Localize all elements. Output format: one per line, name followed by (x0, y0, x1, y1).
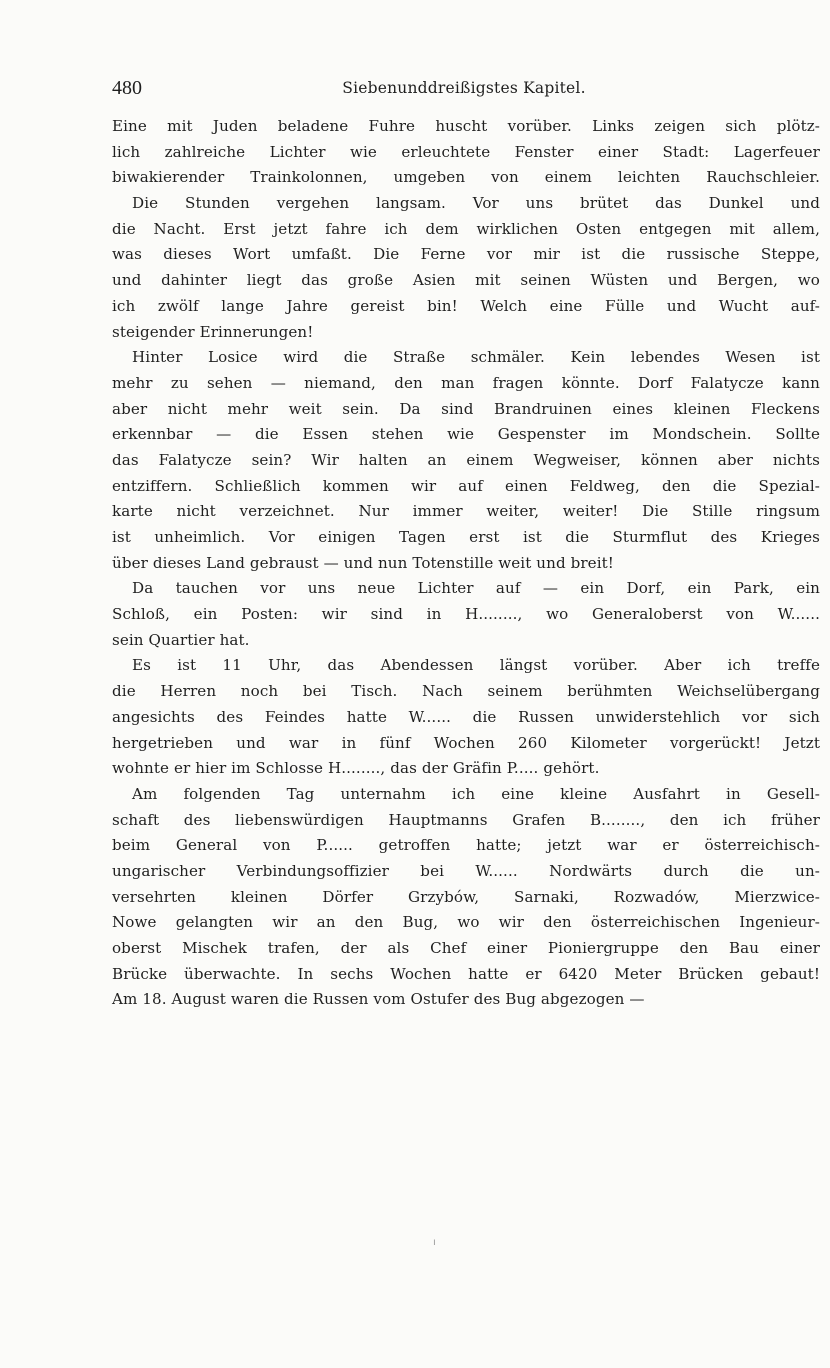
text-line: das Falatycze sein? Wir halten an einem Wegweiser, können aber nichts (112, 450, 820, 469)
text-line: biwakierender Trainkolonnen, umgeben von einem leichten Rauchschleier. (112, 168, 820, 187)
text-line: die Nacht. Erst jetzt fahre ich dem wirklichen Osten entgegen mit allem, (112, 219, 820, 238)
text-line: entziffern. Schließlich kommen wir auf einen Feldweg, den die Spezial- (112, 476, 820, 495)
text-line: aber nicht mehr weit sein. Da sind Brandruinen eines kleinen Fleckens (112, 399, 820, 418)
chapter-title: Siebenunddreißigstes Kapitel. (342, 79, 586, 97)
text-line: und dahinter liegt das große Asien mit seinen Wüsten und Bergen, wo (112, 271, 820, 290)
text-line: Es ist 11 Uhr, das Abendessen längst vorüber. Aber ich treffe (132, 656, 820, 675)
text-line: karte nicht verzeichnet. Nur immer weiter, weiter! Die Stille ringsum (112, 502, 820, 521)
text-line: erkennbar — die Essen stehen wie Gespenster im Mondschein. Sollte (112, 425, 820, 444)
text-line: angesichts des Feindes hatte W...... die Russen unwiderstehlich vor sich (112, 707, 820, 726)
text-line: ist unheimlich. Vor einigen Tagen erst ist die Sturmflut des Krieges (112, 528, 820, 546)
text-line: sein Quartier hat. (112, 630, 250, 649)
page-number: 480 (112, 77, 142, 99)
text-line: oberst Mischek trafen, der als Chef einer Pioniergruppe den Bau einer (112, 939, 820, 957)
text-line: die Herren noch bei Tisch. Nach seinem berühmten Weichselübergang (112, 682, 820, 701)
text-line: beim General von P...... getroffen hatte; jetzt war er österreichisch- (112, 836, 820, 855)
text-line: ungarischer Verbindungsoffizier bei W...... Nordwärts durch die un- (112, 861, 820, 880)
text-line: Brücke überwachte. In sechs Wochen hatte er 6420 Meter Brücken gebaut! (112, 964, 820, 983)
text-line: hergetrieben und war in fünf Wochen 260 Kilometer vorgerückt! Jetzt (112, 733, 820, 752)
text-line: Am folgenden Tag unternahm ich eine kleine Ausfahrt in Gesell- (132, 784, 820, 803)
print-speck: ı (433, 1237, 436, 1248)
text-line: was dieses Wort umfaßt. Die Ferne vor mir ist die russische Steppe, (112, 245, 820, 264)
text-line: Am 18. August waren die Russen vom Ostufer des Bug abgezogen — (112, 990, 645, 1009)
text-line: schaft des liebenswürdigen Hauptmanns Grafen B........, den ich früher (112, 810, 820, 829)
text-line: Schloß, ein Posten: wir sind in H........, wo Generaloberst von W...... (112, 605, 820, 624)
text-line: Hinter Losice wird die Straße schmäler. Kein lebendes Wesen ist (132, 348, 820, 367)
text-line: Eine mit Juden beladene Fuhre huscht vorüber. Links zeigen sich plötz- (112, 117, 820, 135)
text-line: Nowe gelangten wir an den Bug, wo wir den österreichischen Ingenieur- (112, 913, 820, 932)
body-text (112, 114, 820, 1013)
running-head (112, 74, 816, 104)
text-line: über dieses Land gebraust — und nun Totenstille weit und breit! (112, 553, 614, 572)
text-line: ich zwölf lange Jahre gereist bin! Welch eine Fülle und Wucht auf- (112, 296, 820, 315)
text-line: Die Stunden vergehen langsam. Vor uns brütet das Dunkel und (132, 194, 820, 213)
text-line: versehrten kleinen Dörfer Grzybów, Sarnaki, Rozwadów, Mierzwice- (112, 887, 820, 906)
text-line: wohnte er hier im Schlosse H........, das der Gräfin P..... gehört. (112, 759, 600, 778)
text-line: steigender Erinnerungen! (112, 322, 314, 341)
text-line: Da tauchen vor uns neue Lichter auf — ein Dorf, ein Park, ein (132, 579, 820, 598)
text-line: lich zahlreiche Lichter wie erleuchtete Fenster einer Stadt: Lagerfeuer (112, 142, 820, 161)
text-line: mehr zu sehen — niemand, den man fragen könnte. Dorf Falatycze kann (112, 373, 820, 392)
